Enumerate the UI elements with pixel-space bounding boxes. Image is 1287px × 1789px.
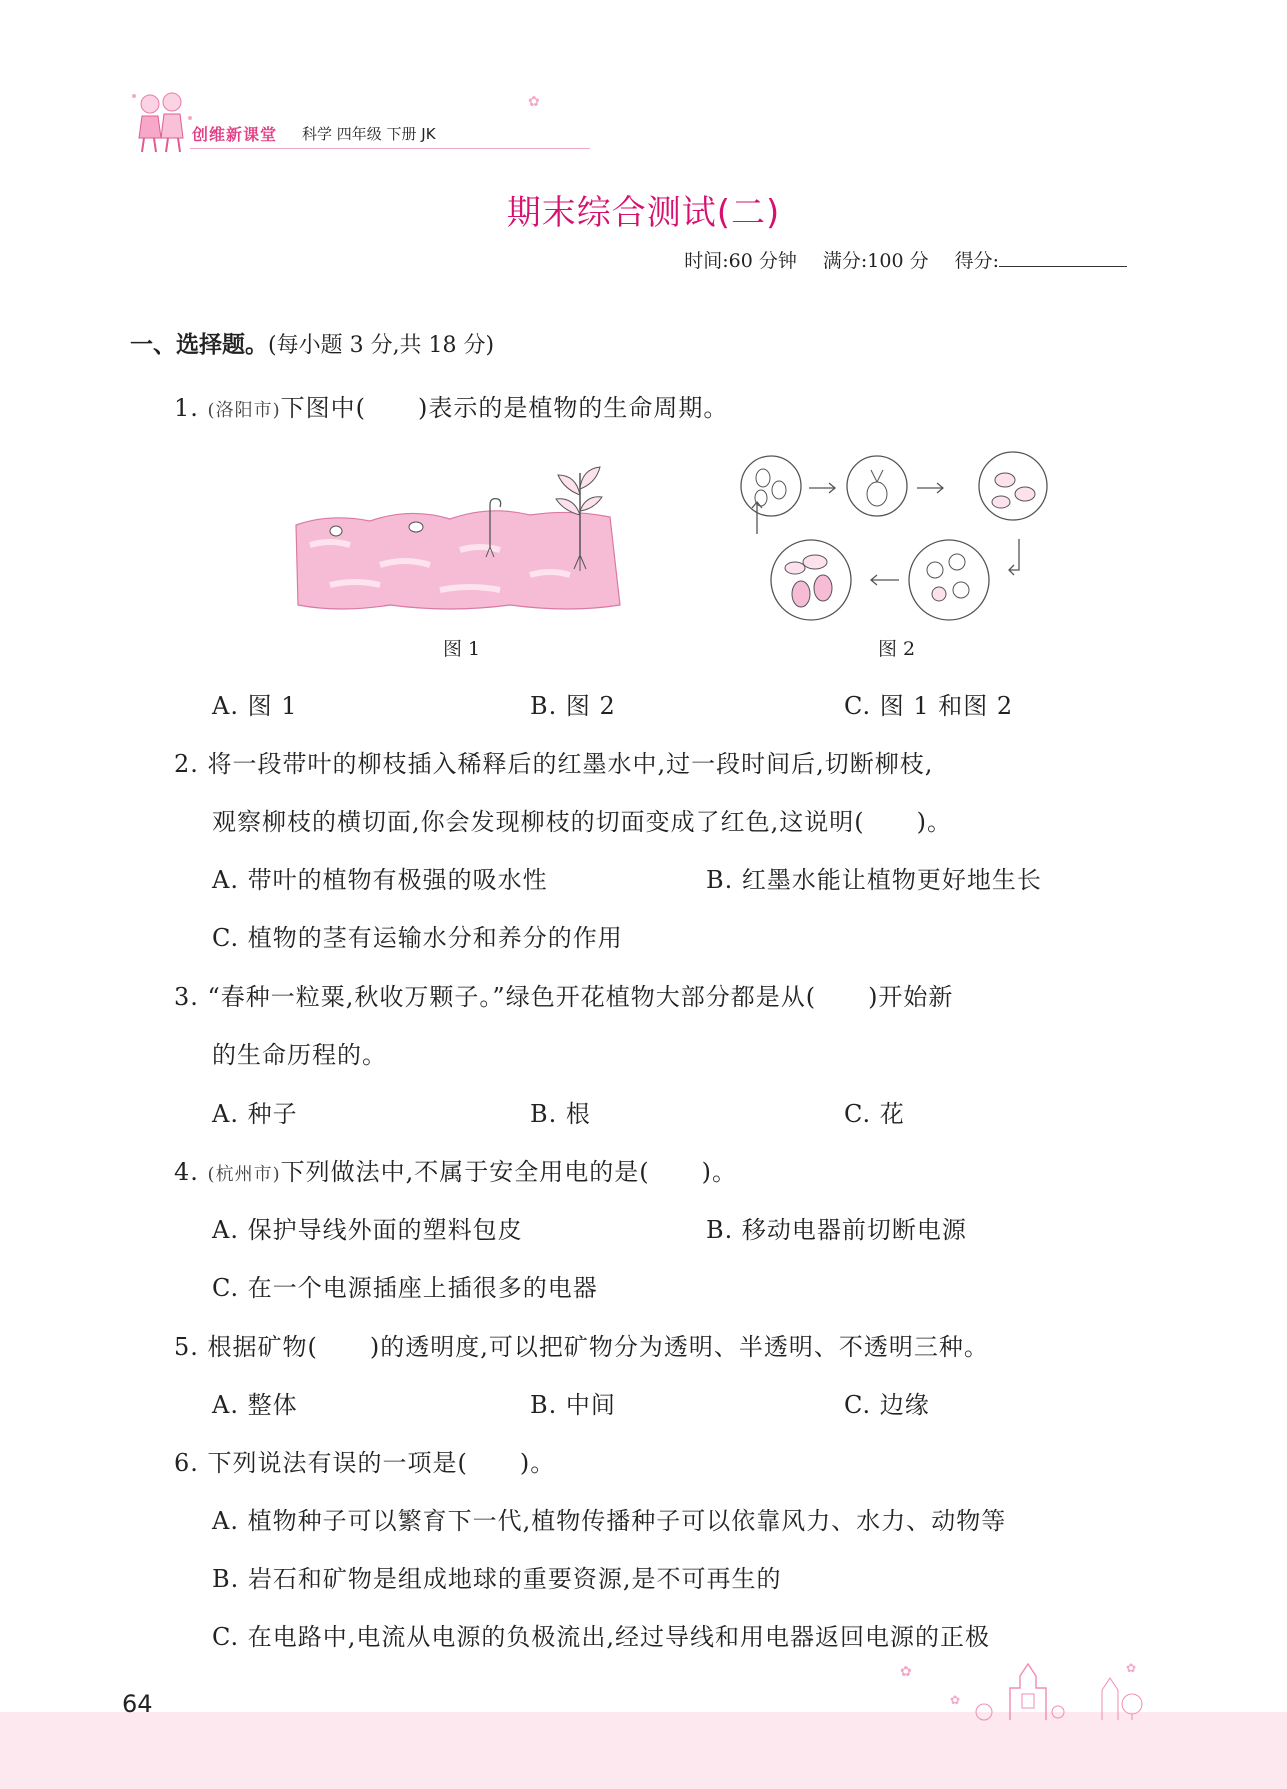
question-1 xyxy=(174,388,728,423)
score-blank[interactable] xyxy=(999,246,1127,267)
question-text: 下图中( xyxy=(280,394,366,422)
score-field xyxy=(955,246,1127,273)
svg-text:✿: ✿ xyxy=(1126,1661,1137,1675)
q3-option-c[interactable]: C. 花 xyxy=(844,1100,905,1128)
q6-option-a[interactable]: A. 植物种子可以繁育下一代,植物传播种子可以依靠风力、水力、动物等 xyxy=(212,1507,1007,1535)
footer-band xyxy=(0,1712,1287,1789)
figure-2-caption: 图 2 xyxy=(878,638,916,660)
children-logo-icon xyxy=(128,88,198,154)
q4-option-a[interactable]: A. 保护导线外面的塑料包皮 xyxy=(212,1216,523,1244)
question-text: )开始新 xyxy=(868,983,954,1011)
section-heading xyxy=(130,326,494,359)
q4-option-b[interactable]: B. 移动电器前切断电源 xyxy=(706,1216,967,1244)
time-info: 时间:60 分钟 xyxy=(684,250,797,272)
header-divider xyxy=(190,148,590,149)
page-title: 期末综合测试(二) xyxy=(506,193,781,233)
question-6 xyxy=(174,1443,555,1478)
q2-option-c[interactable]: C. 植物的茎有运输水分和养分的作用 xyxy=(212,924,623,952)
question-text: 5. 根据矿物( xyxy=(174,1333,318,1361)
figure-1-caption: 图 1 xyxy=(443,638,481,660)
q6-option-b[interactable]: B. 岩石和矿物是组成地球的重要资源,是不可再生的 xyxy=(212,1565,782,1593)
question-text: )。 xyxy=(916,808,952,836)
page-header xyxy=(120,88,1120,158)
flower-decoration-icon: ✿ xyxy=(528,94,540,110)
q5-option-c[interactable]: C. 边缘 xyxy=(844,1391,930,1419)
q1-option-c[interactable]: C. 图 1 和图 2 xyxy=(844,692,1014,720)
q1-option-b[interactable]: B. 图 2 xyxy=(530,692,616,720)
question-2-line-2 xyxy=(212,802,952,837)
q2-option-a[interactable]: A. 带叶的植物有极强的吸水性 xyxy=(212,866,548,894)
q5-option-b[interactable]: B. 中间 xyxy=(530,1391,616,1419)
question-2-line-1: 2. 将一段带叶的柳枝插入稀释后的红墨水中,过一段时间后,切断柳枝, xyxy=(174,750,934,778)
question-text: )的透明度,可以把矿物分为透明、半透明、不透明三种。 xyxy=(369,1333,989,1361)
question-text: 3. “春种一粒粟,秋收万颗子。”绿色开花植物大部分都是从( xyxy=(174,983,817,1011)
question-text: 6. 下列说法有误的一项是( xyxy=(174,1449,468,1477)
question-3-line-2: 的生命历程的。 xyxy=(212,1041,387,1069)
q2-option-b[interactable]: B. 红墨水能让植物更好地生长 xyxy=(706,866,1042,894)
question-text: )。 xyxy=(519,1449,556,1477)
q3-option-a[interactable]: A. 种子 xyxy=(212,1100,298,1128)
question-source: (洛阳市) xyxy=(207,400,281,421)
question-4 xyxy=(174,1152,737,1187)
q6-option-c[interactable]: C. 在电路中,电流从电源的负极流出,经过导线和用电器返回电源的正极 xyxy=(212,1623,991,1651)
q4-option-c[interactable]: C. 在一个电源插座上插很多的电器 xyxy=(212,1274,598,1302)
q1-option-a[interactable]: A. 图 1 xyxy=(212,692,298,720)
full-score-info: 满分:100 分 xyxy=(822,250,929,272)
question-text: )。 xyxy=(701,1158,737,1186)
question-text: )表示的是植物的生命周期。 xyxy=(417,394,729,422)
svg-text:✿: ✿ xyxy=(950,1693,961,1707)
section-label: 一、选择题。 xyxy=(130,332,268,358)
question-text: 观察柳枝的横切面,你会发现柳枝的切面变成了红色,这说明( xyxy=(212,808,865,836)
svg-text:✿: ✿ xyxy=(900,1664,912,1680)
question-number: 4. xyxy=(174,1158,199,1186)
section-note: (每小题 3 分,共 18 分) xyxy=(268,333,495,358)
q3-option-b[interactable]: B. 根 xyxy=(530,1100,591,1128)
castle-decoration-icon xyxy=(880,1654,1160,1722)
figure-1-plant-growth xyxy=(290,455,635,613)
score-label: 得分: xyxy=(954,250,999,272)
question-5 xyxy=(174,1327,989,1362)
course-info: 科学 四年级 下册 JK xyxy=(302,125,436,143)
page-number: 64 xyxy=(122,1690,153,1718)
q5-option-a[interactable]: A. 整体 xyxy=(212,1391,298,1419)
question-source: (杭州市) xyxy=(207,1164,281,1185)
question-text: 下列做法中,不属于安全用电的是( xyxy=(280,1158,650,1186)
question-3-line-1 xyxy=(174,977,953,1012)
brand-name: 创维新课堂 xyxy=(192,125,278,144)
question-number: 1. xyxy=(174,394,199,422)
figure-2-life-cycle xyxy=(735,444,1055,624)
exam-meta xyxy=(684,246,1127,273)
